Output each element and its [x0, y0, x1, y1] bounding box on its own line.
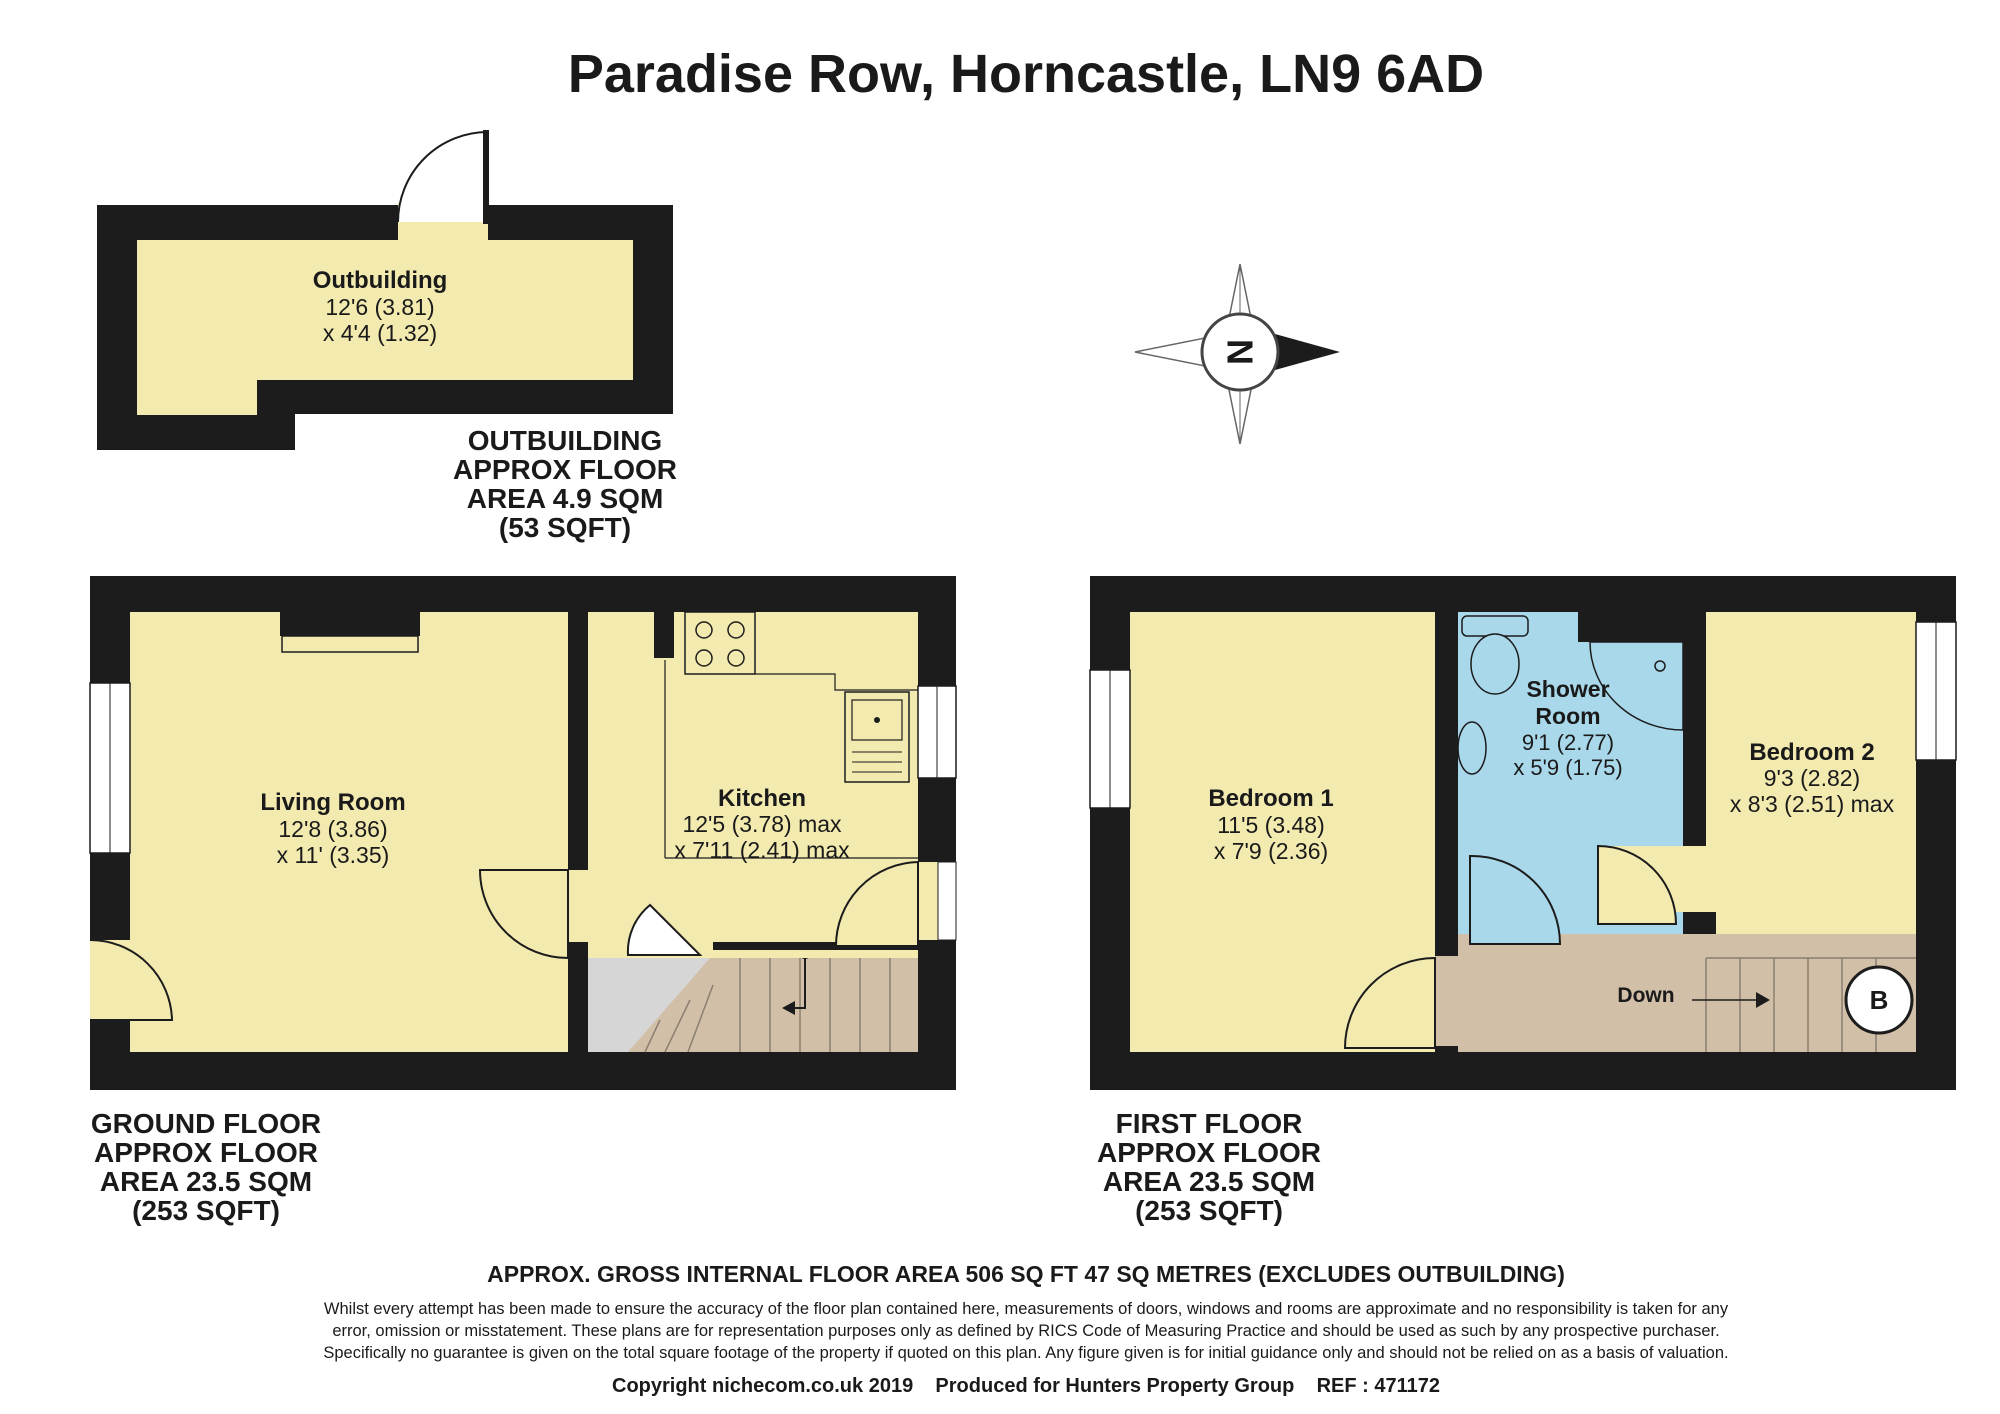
fireplace [280, 612, 420, 636]
svg-text:AREA 23.5 SQM: AREA 23.5 SQM [1102, 1166, 1316, 1197]
shower-room-label-1: Shower [1526, 676, 1610, 702]
kitchen-hob [685, 612, 755, 674]
svg-text:AREA 4.9 SQM: AREA 4.9 SQM [466, 483, 664, 514]
svg-text:APPROX FLOOR: APPROX FLOOR [1096, 1137, 1322, 1168]
north-label: N [1219, 339, 1261, 365]
first-floor-area-caption [1097, 1108, 1321, 1226]
shower-room-dim-1: 9'1 (2.77) [1521, 730, 1615, 755]
svg-text:GROUND FLOOR: GROUND FLOOR [90, 1108, 322, 1139]
kitchen-label: Kitchen [717, 785, 807, 812]
ground-stairs [713, 958, 918, 1052]
disclaimer-line-1: Whilst every attempt has been made to ensure the accuracy of the floor plan contained here, measurements of doors, windows and rooms are approximate and no responsibility is taken for any [323, 1300, 1729, 1318]
bedroom-1-dim-1: 11'5 (3.48) [1217, 812, 1325, 838]
ground-floor-plan [90, 576, 956, 1090]
living-room-label: Living Room [260, 789, 406, 816]
bedroom-2-label: Bedroom 2 [1749, 739, 1875, 766]
kitchen-dim-2: x 7'11 (2.41) max [674, 837, 850, 863]
compass-rose [1135, 264, 1340, 444]
outbuilding-dim-1: 12'6 (3.81) [325, 294, 435, 320]
disclaimer-line-3: Specifically no guarantee is given on the total square footage of the property if quoted on this plan. Any figure given is for initial guidance only and should not be relied on as a basis of valuation. [323, 1344, 1729, 1362]
svg-text:(253 SQFT): (253 SQFT) [1135, 1195, 1283, 1226]
svg-text:(53 SQFT): (53 SQFT) [498, 512, 632, 543]
svg-text:(253 SQFT): (253 SQFT) [132, 1195, 280, 1226]
svg-text:OUTBUILDING: OUTBUILDING [467, 425, 663, 456]
bedroom-2-dim-2: x 8'3 (2.51) max [1729, 791, 1895, 817]
credits-text: Copyright nichecom.co.uk 2019 Produced for Hunters Property Group REF : 471172 [612, 1375, 1440, 1397]
svg-text:APPROX FLOOR: APPROX FLOOR [93, 1137, 319, 1168]
shower-room-dim-2: x 5'9 (1.75) [1513, 755, 1623, 780]
outbuilding-door-icon [398, 132, 488, 222]
page-title: Paradise Row, Horncastle, LN9 6AD [567, 44, 1485, 104]
living-room-dim-1: 12'8 (3.86) [278, 816, 388, 842]
outbuilding-area-caption [453, 425, 677, 543]
kitchen-dim-1: 12'5 (3.78) max [682, 811, 842, 837]
outbuilding-label: Outbuilding [312, 267, 448, 294]
outbuilding-plan [97, 130, 673, 450]
bedroom-1-label: Bedroom 1 [1208, 785, 1334, 812]
toilet-icon [1462, 616, 1528, 636]
basin-icon [1458, 722, 1486, 774]
gross-area-text: APPROX. GROSS INTERNAL FLOOR AREA 506 SQ FT 47 SQ METRES (EXCLUDES OUTBUILDING) [487, 1261, 1565, 1287]
svg-text:AREA 23.5 SQM: AREA 23.5 SQM [99, 1166, 313, 1197]
outbuilding-dim-2: x 4'4 (1.32) [322, 320, 438, 346]
stairs-down-label: Down [1617, 984, 1675, 1007]
kitchen-sink [845, 692, 909, 782]
bedroom-1-dim-2: x 7'9 (2.36) [1213, 838, 1329, 864]
disclaimer-line-2: error, omission or misstatement. These plans are for representation purposes only as defined by RICS Code of Measuring Practice and should be used as such by any prospective purchaser. [332, 1322, 1720, 1340]
first-floor-plan [1090, 576, 1956, 1090]
bedroom-2-dim-1: 9'3 (2.82) [1763, 765, 1861, 791]
svg-text:FIRST FLOOR: FIRST FLOOR [1115, 1108, 1303, 1139]
living-room-dim-2: x 11' (3.35) [276, 842, 390, 868]
shower-room-label-2: Room [1535, 703, 1601, 729]
svg-text:APPROX FLOOR: APPROX FLOOR [452, 454, 678, 485]
boiler-label: B [1869, 985, 1889, 1015]
ground-floor-area-caption [91, 1108, 321, 1226]
